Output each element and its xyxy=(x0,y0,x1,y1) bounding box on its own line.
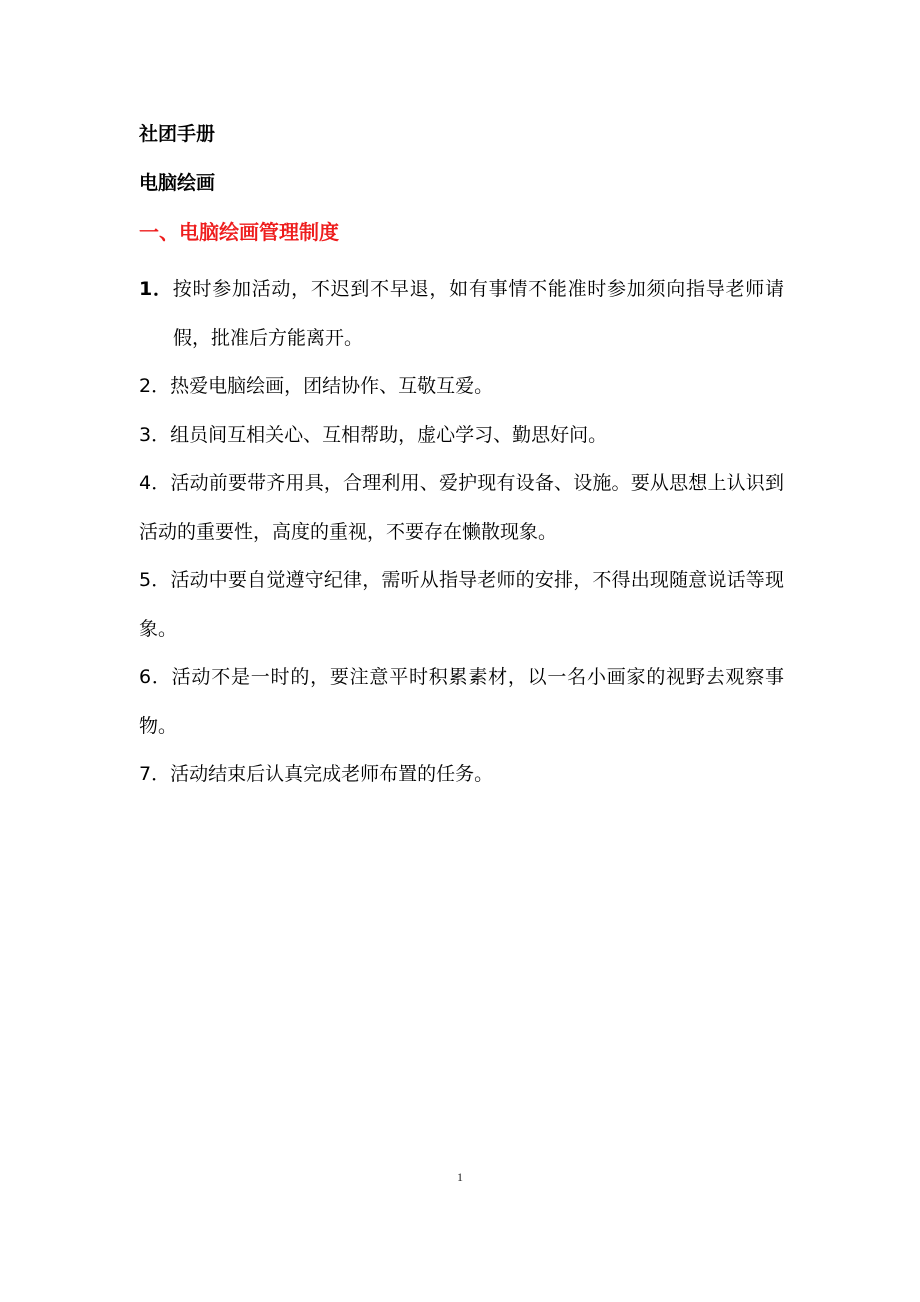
list-item-text: 组员间互相关心、互相帮助，虚心学习、勤思好问。 xyxy=(170,423,608,446)
list-item xyxy=(139,265,784,362)
list-item xyxy=(139,750,784,799)
list-item xyxy=(139,362,784,411)
list-item-text: 活动前要带齐用具，合理利用、爱护现有设备、设施。要从思想上认识到活动的重要性，高度的重视，不要存在懒散现象。 xyxy=(139,472,784,543)
list-item-number: 2． xyxy=(139,375,171,397)
list-item-text: 热爱电脑绘画，团结协作、互敬互爱。 xyxy=(170,375,494,397)
list-item-text: 活动不是一时的，要注意平时积累素材，以一名小画家的视野去观察事物。 xyxy=(139,666,784,737)
document-subtitle: 电脑绘画 xyxy=(139,172,216,194)
page-content xyxy=(139,118,784,799)
list-item xyxy=(139,411,784,460)
list-item-number: 7． xyxy=(139,763,171,785)
list-item-number: 4． xyxy=(139,472,171,494)
list-item-number: 5． xyxy=(139,569,171,591)
list-item xyxy=(139,556,784,653)
list-item-text: 活动中要自觉遵守纪律，需听从指导老师的安排，不得出现随意说话等现象。 xyxy=(139,569,784,640)
list-item xyxy=(139,653,784,750)
list-item-number: 3． xyxy=(139,423,171,446)
section-heading: 一、电脑绘画管理制度 xyxy=(139,220,339,244)
list-item-text: 活动结束后认真完成老师布置的任务。 xyxy=(170,763,494,785)
list-item-number: 1． xyxy=(139,278,173,300)
page-number: 1 xyxy=(457,1170,463,1184)
list-item-number: 6． xyxy=(139,666,172,688)
document-title: 社团手册 xyxy=(139,123,216,145)
list-item xyxy=(139,459,784,556)
list-item-text: 按时参加活动，不迟到不早退，如有事情不能准时参加须向指导老师请假，批准后方能离开。 xyxy=(172,278,784,349)
